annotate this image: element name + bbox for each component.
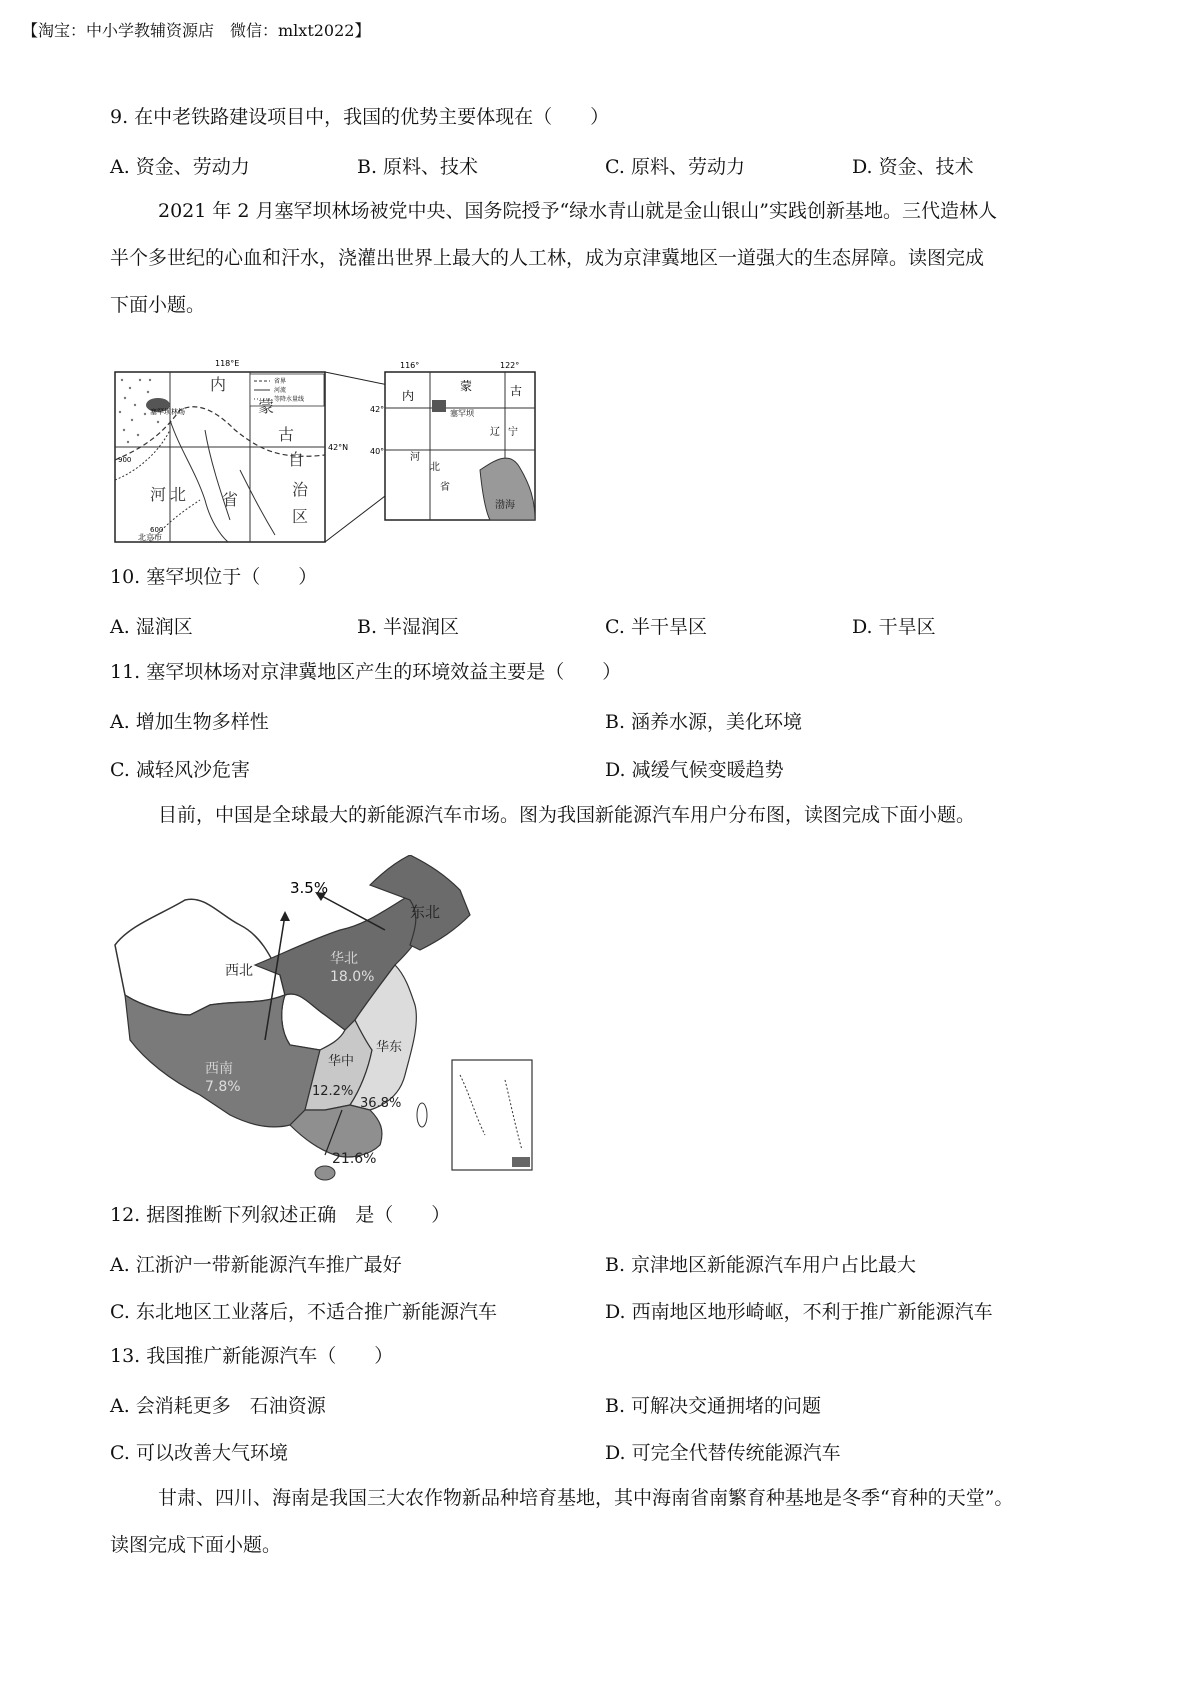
region-south-china xyxy=(290,1105,382,1157)
longitude-label: 116° xyxy=(400,361,420,370)
arrow-northeast xyxy=(320,895,385,930)
q10-option-b: B. 半湿润区 xyxy=(357,616,460,638)
east-value: 36.8% xyxy=(360,1096,402,1111)
q10-option-c: C. 半干旱区 xyxy=(605,616,707,638)
q10-option-d: D. 干旱区 xyxy=(852,616,936,638)
question-9-stem: 9. 在中老铁路建设项目中，我国的优势主要体现在（ ） xyxy=(110,106,610,128)
q12-option-d: D. 西南地区地形崎岖，不利于推广新能源汽车 xyxy=(605,1301,993,1323)
southwest-name: 西南 xyxy=(205,1061,233,1077)
q12-option-a: A. 江浙沪一带新能源汽车推广最好 xyxy=(110,1254,402,1276)
sea-label: 渤海 xyxy=(495,500,515,511)
passage-3-line-2: 读图完成下面小题。 xyxy=(110,1534,282,1556)
q12-option-c: C. 东北地区工业落后，不适合推广新能源汽车 xyxy=(110,1301,497,1323)
q9-option-b: B. 原料、技术 xyxy=(357,156,479,178)
saihanba-map xyxy=(110,350,540,550)
q12-option-b: B. 京津地区新能源汽车用户占比最大 xyxy=(605,1254,917,1276)
region-label: 自 xyxy=(288,450,305,469)
q11-option-c: C. 减轻风沙危害 xyxy=(110,759,250,781)
q11-option-b: B. 涵养水源，美化环境 xyxy=(605,711,803,733)
south-value: 21.6% xyxy=(332,1151,377,1167)
region-label: 河 xyxy=(150,485,167,504)
region-label: 宁 xyxy=(508,427,518,438)
page-header: 【淘宝：中小学教辅资源店 微信：mlxt2022】 xyxy=(22,21,371,40)
region-label: 区 xyxy=(292,507,309,526)
beijing-label: 北京市 xyxy=(138,533,162,542)
latitude-label: 42°N xyxy=(328,443,349,452)
northeast-name: 东北 xyxy=(410,903,441,921)
north-value: 18.0% xyxy=(330,969,375,985)
q9-option-c: C. 原料、劳动力 xyxy=(605,156,745,178)
q11-option-a: A. 增加生物多样性 xyxy=(110,711,269,733)
region-northwest xyxy=(115,899,285,1015)
passage-3-line-1: 甘肃、四川、海南是我国三大农作物新品种培育基地，其中海南省南繁育种基地是冬季“育种的天堂”。 xyxy=(158,1487,1014,1509)
region-label: 省 xyxy=(440,482,450,493)
saihanba-label: 塞罕坝 xyxy=(450,409,474,418)
northwest-name: 西北 xyxy=(225,963,253,979)
region-label: 治 xyxy=(292,480,309,499)
region-label: 古 xyxy=(510,384,523,398)
inset-scale xyxy=(512,1157,530,1167)
nev-user-distribution-map xyxy=(110,855,540,1185)
question-10-stem: 10. 塞罕坝位于（ ） xyxy=(110,566,318,588)
passage-1-line-2: 半个多世纪的心血和汗水，浇灌出世界上最大的人工林，成为京津冀地区一道强大的生态屏障。读图完成 xyxy=(110,247,985,269)
passage-1-line-3: 下面小题。 xyxy=(110,294,206,316)
longitude-label: 118°E xyxy=(215,359,240,368)
region-label: 蒙 xyxy=(258,397,275,416)
north-name: 华北 xyxy=(330,951,358,967)
region-label: 北 xyxy=(430,462,440,473)
region-label: 省 xyxy=(222,490,239,509)
legend-label: 省界 xyxy=(274,378,287,385)
taiwan-island xyxy=(417,1103,427,1127)
region-label: 河 xyxy=(410,452,420,463)
q13-option-b: B. 可解决交通拥堵的问题 xyxy=(605,1395,822,1417)
q9-option-d: D. 资金、技术 xyxy=(852,156,974,178)
q13-option-d: D. 可完全代替传统能源汽车 xyxy=(605,1442,841,1464)
northeast-value: 3.5% xyxy=(290,879,329,897)
south-china-sea-inset xyxy=(452,1060,532,1170)
southwest-value: 7.8% xyxy=(205,1079,241,1095)
region-label: 北 xyxy=(170,485,187,504)
q9-option-a: A. 资金、劳动力 xyxy=(110,156,250,178)
region-label: 蒙 xyxy=(460,379,473,393)
latitude-label: 42° xyxy=(370,405,385,414)
q10-option-a: A. 湿润区 xyxy=(110,616,193,638)
passage-2-line-1: 目前，中国是全球最大的新能源汽车市场。图为我国新能源汽车用户分布图，读图完成下面小题。 xyxy=(158,804,976,826)
legend-label: 等降水量线 xyxy=(274,396,305,403)
q11-option-d: D. 减缓气候变暖趋势 xyxy=(605,759,784,781)
longitude-label: 122° xyxy=(500,361,520,370)
contour-label: 600 xyxy=(150,526,164,534)
saihanba-label: 塞罕坝林场 xyxy=(150,408,185,416)
hainan-island xyxy=(315,1166,335,1180)
question-11-stem: 11. 塞罕坝林场对京津冀地区产生的环境效益主要是（ ） xyxy=(110,661,622,683)
legend-label: 河流 xyxy=(274,387,287,394)
central-value: 12.2% xyxy=(312,1084,354,1099)
region-label: 内 xyxy=(210,375,227,394)
saihanba-marker xyxy=(432,400,446,412)
region-label: 辽 xyxy=(490,427,500,438)
contour-label: 900 xyxy=(118,456,132,464)
q13-option-c: C. 可以改善大气环境 xyxy=(110,1442,288,1464)
region-label: 内 xyxy=(402,389,415,403)
passage-1-line-1: 2021 年 2 月塞罕坝林场被党中央、国务院授予“绿水青山就是金山银山”实践创新基地。三代造林人 xyxy=(158,200,997,222)
question-13-stem: 13. 我国推广新能源汽车（ ） xyxy=(110,1345,394,1367)
east-name: 华东 xyxy=(376,1040,403,1055)
question-12-stem: 12. 据图推断下列叙述正确 是（ ） xyxy=(110,1204,451,1226)
region-label: 古 xyxy=(278,425,295,444)
latitude-label: 40° xyxy=(370,447,385,456)
q13-option-a: A. 会消耗更多 石油资源 xyxy=(110,1395,326,1417)
central-name: 华中 xyxy=(328,1054,355,1069)
